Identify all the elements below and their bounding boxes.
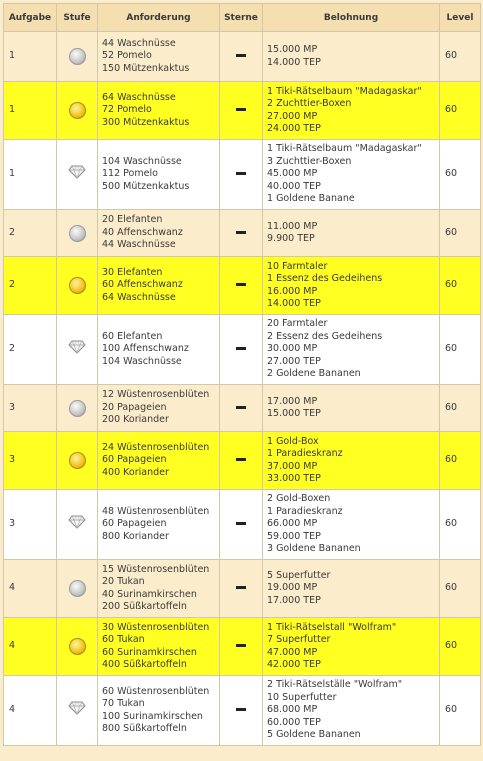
reward-line: 42.000 TEP bbox=[267, 659, 321, 670]
stage-cell bbox=[57, 140, 98, 210]
requirement-cell bbox=[98, 432, 220, 490]
task-number: 2 bbox=[4, 210, 57, 257]
reward-line: 17.000 TEP bbox=[267, 594, 321, 606]
requirement-cell bbox=[98, 315, 220, 385]
reward-cell bbox=[263, 676, 440, 746]
reward-line: 37.000 MP bbox=[267, 460, 318, 472]
requirement-line: 60 Papageien bbox=[102, 518, 167, 530]
reward-line: 5 Superfutter bbox=[267, 569, 331, 581]
quest-row bbox=[4, 315, 481, 385]
reward-line: 1 Tiki-Rätselbaum "Madagaskar" bbox=[267, 85, 422, 97]
requirement-line: 100 Affenschwanz bbox=[102, 343, 189, 355]
stage-cell bbox=[57, 618, 98, 676]
requirement-line: 500 Mützenkaktus bbox=[102, 180, 190, 192]
reward-line: 2 Essenz des Gedeihens bbox=[267, 330, 383, 342]
task-number: 3 bbox=[4, 385, 57, 432]
level-cell: 60 bbox=[440, 315, 481, 385]
reward-line: 5 Goldene Bananen bbox=[267, 729, 361, 741]
stage-cell bbox=[57, 257, 98, 315]
silver-coin-icon bbox=[69, 580, 86, 597]
quest-row bbox=[4, 257, 481, 315]
requirement-cell bbox=[98, 140, 220, 210]
requirement-line: 300 Mützenkaktus bbox=[102, 116, 190, 128]
reward-line: 2 Zuchttier-Boxen bbox=[267, 98, 352, 109]
requirement-line: 104 Waschnüsse bbox=[102, 355, 182, 367]
reward-line: 27.000 TEP bbox=[267, 355, 321, 367]
task-number: 3 bbox=[4, 490, 57, 560]
reward-line: 10 Farmtaler bbox=[267, 260, 328, 272]
no-stars-dash-icon bbox=[236, 283, 246, 286]
requirement-line: 24 Wüstenrosenblüten bbox=[102, 441, 210, 453]
requirement-line: 15 Wüstenrosenblüten bbox=[102, 563, 210, 575]
requirement-line: 104 Waschnüsse bbox=[102, 155, 182, 167]
no-stars-dash-icon bbox=[236, 108, 246, 111]
reward-line: 14.000 TEP bbox=[267, 298, 321, 309]
no-stars-dash-icon bbox=[236, 586, 246, 589]
requirement-line: 60 Elefanten bbox=[102, 330, 163, 342]
quest-row bbox=[4, 560, 481, 618]
no-stars-dash-icon bbox=[236, 458, 246, 461]
reward-cell bbox=[263, 32, 440, 82]
requirement-line: 200 Süßkartoffeln bbox=[102, 601, 187, 612]
reward-line: 3 Goldene Bananen bbox=[267, 543, 361, 555]
quest-row bbox=[4, 82, 481, 140]
header-reward: Belohnung bbox=[263, 4, 440, 32]
quest-row bbox=[4, 140, 481, 210]
stars-cell bbox=[220, 257, 263, 315]
requirement-cell bbox=[98, 32, 220, 82]
header-stage: Stufe bbox=[57, 4, 98, 32]
reward-line: 1 Tiki-Rätselstall "Wolfram" bbox=[267, 621, 397, 633]
reward-line: 1 Tiki-Rätselbaum "Madagaskar" bbox=[267, 143, 422, 155]
requirement-line: 30 Wüstenrosenblüten bbox=[102, 621, 210, 633]
gold-coin-icon bbox=[69, 102, 86, 119]
header-stars: Sterne bbox=[220, 4, 263, 32]
diamond-icon bbox=[68, 515, 86, 534]
requirement-line: 112 Pomelo bbox=[102, 168, 158, 180]
reward-cell bbox=[263, 432, 440, 490]
no-stars-dash-icon bbox=[236, 231, 246, 234]
silver-coin-icon bbox=[69, 48, 86, 65]
gold-coin-icon bbox=[69, 638, 86, 655]
reward-line: 47.000 MP bbox=[267, 646, 318, 658]
level-cell: 60 bbox=[440, 432, 481, 490]
requirement-cell bbox=[98, 257, 220, 315]
requirement-cell bbox=[98, 618, 220, 676]
requirement-line: 48 Wüstenrosenblüten bbox=[102, 505, 210, 517]
header-level: Level bbox=[440, 4, 481, 32]
reward-line: 45.000 MP bbox=[267, 168, 318, 180]
reward-line: 15.000 MP bbox=[267, 44, 318, 55]
requirement-line: 20 Elefanten bbox=[102, 214, 163, 226]
reward-line: 16.000 MP bbox=[267, 285, 318, 297]
gold-coin-icon bbox=[69, 277, 86, 294]
requirement-cell bbox=[98, 82, 220, 140]
requirement-line: 400 Süßkartoffeln bbox=[102, 659, 187, 670]
stars-cell bbox=[220, 210, 263, 257]
level-cell: 60 bbox=[440, 257, 481, 315]
silver-coin-icon bbox=[69, 400, 86, 417]
level-cell: 60 bbox=[440, 490, 481, 560]
stars-cell bbox=[220, 560, 263, 618]
requirement-cell bbox=[98, 210, 220, 257]
quest-row bbox=[4, 490, 481, 560]
quest-table bbox=[3, 3, 481, 746]
reward-line: 1 Paradieskranz bbox=[267, 505, 343, 517]
requirement-line: 44 Waschnüsse bbox=[102, 239, 176, 251]
no-stars-dash-icon bbox=[236, 708, 246, 711]
reward-line: 14.000 TEP bbox=[267, 56, 321, 68]
requirement-line: 70 Tukan bbox=[102, 698, 145, 709]
stage-cell bbox=[57, 32, 98, 82]
stars-cell bbox=[220, 618, 263, 676]
quest-row bbox=[4, 385, 481, 432]
quest-table-container bbox=[3, 3, 480, 746]
requirement-line: 800 Koriander bbox=[102, 530, 169, 542]
header-row bbox=[4, 4, 481, 32]
diamond-icon bbox=[68, 340, 86, 359]
diamond-icon bbox=[68, 701, 86, 720]
reward-cell bbox=[263, 140, 440, 210]
quest-row bbox=[4, 432, 481, 490]
reward-cell bbox=[263, 385, 440, 432]
requirement-cell bbox=[98, 385, 220, 432]
task-number: 2 bbox=[4, 257, 57, 315]
task-number: 1 bbox=[4, 82, 57, 140]
requirement-line: 52 Pomelo bbox=[102, 50, 152, 62]
stars-cell bbox=[220, 432, 263, 490]
stage-cell bbox=[57, 82, 98, 140]
reward-line: 24.000 TEP bbox=[267, 123, 321, 134]
task-number: 4 bbox=[4, 560, 57, 618]
no-stars-dash-icon bbox=[236, 522, 246, 525]
requirement-line: 150 Mützenkaktus bbox=[102, 62, 190, 74]
diamond-icon bbox=[68, 165, 86, 184]
reward-line: 7 Superfutter bbox=[267, 634, 331, 645]
task-number: 4 bbox=[4, 618, 57, 676]
requirement-line: 64 Waschnüsse bbox=[102, 291, 176, 303]
requirement-line: 400 Koriander bbox=[102, 466, 169, 478]
reward-line: 1 Gold-Box bbox=[267, 435, 319, 447]
stage-cell bbox=[57, 385, 98, 432]
stars-cell bbox=[220, 385, 263, 432]
level-cell: 60 bbox=[440, 82, 481, 140]
reward-line: 15.000 TEP bbox=[267, 408, 321, 419]
level-cell: 60 bbox=[440, 618, 481, 676]
reward-cell bbox=[263, 210, 440, 257]
stage-cell bbox=[57, 676, 98, 746]
header-requirement: Anforderung bbox=[98, 4, 220, 32]
reward-line: 3 Zuchttier-Boxen bbox=[267, 155, 352, 167]
quest-row bbox=[4, 210, 481, 257]
reward-line: 1 Essenz des Gedeihens bbox=[267, 273, 383, 284]
requirement-line: 60 Tukan bbox=[102, 634, 145, 645]
requirement-line: 60 Wüstenrosenblüten bbox=[102, 685, 210, 697]
reward-line: 66.000 MP bbox=[267, 518, 318, 530]
quest-row bbox=[4, 32, 481, 82]
gold-coin-icon bbox=[69, 452, 86, 469]
no-stars-dash-icon bbox=[236, 172, 246, 175]
requirement-line: 60 Surinamkirschen bbox=[102, 646, 197, 658]
requirement-line: 60 Papageien bbox=[102, 454, 167, 466]
requirement-cell bbox=[98, 676, 220, 746]
quest-row bbox=[4, 618, 481, 676]
requirement-line: 800 Süßkartoffeln bbox=[102, 723, 187, 734]
reward-line: 59.000 TEP bbox=[267, 530, 321, 542]
quest-row bbox=[4, 676, 481, 746]
requirement-cell bbox=[98, 560, 220, 618]
stage-cell bbox=[57, 315, 98, 385]
reward-line: 10 Superfutter bbox=[267, 691, 337, 703]
level-cell: 60 bbox=[440, 676, 481, 746]
reward-line: 1 Paradieskranz bbox=[267, 448, 343, 459]
silver-coin-icon bbox=[69, 225, 86, 242]
reward-line: 17.000 MP bbox=[267, 395, 318, 407]
reward-line: 40.000 TEP bbox=[267, 180, 321, 192]
stars-cell bbox=[220, 140, 263, 210]
stage-cell bbox=[57, 210, 98, 257]
reward-line: 60.000 TEP bbox=[267, 716, 321, 728]
requirement-line: 20 Papageien bbox=[102, 401, 167, 413]
requirement-line: 72 Pomelo bbox=[102, 104, 152, 116]
requirement-line: 12 Wüstenrosenblüten bbox=[102, 389, 210, 401]
no-stars-dash-icon bbox=[236, 406, 246, 409]
task-number: 4 bbox=[4, 676, 57, 746]
requirement-cell bbox=[98, 490, 220, 560]
no-stars-dash-icon bbox=[236, 644, 246, 647]
reward-line: 9.900 TEP bbox=[267, 233, 315, 244]
level-cell: 60 bbox=[440, 210, 481, 257]
reward-cell bbox=[263, 315, 440, 385]
level-cell: 60 bbox=[440, 385, 481, 432]
reward-cell bbox=[263, 560, 440, 618]
requirement-line: 64 Waschnüsse bbox=[102, 91, 176, 103]
requirement-line: 30 Elefanten bbox=[102, 266, 163, 278]
reward-cell bbox=[263, 490, 440, 560]
level-cell: 60 bbox=[440, 560, 481, 618]
reward-line: 33.000 TEP bbox=[267, 473, 321, 484]
level-cell: 60 bbox=[440, 32, 481, 82]
reward-cell bbox=[263, 618, 440, 676]
requirement-line: 44 Waschnüsse bbox=[102, 37, 176, 49]
task-number: 2 bbox=[4, 315, 57, 385]
stars-cell bbox=[220, 676, 263, 746]
reward-line: 68.000 MP bbox=[267, 704, 318, 716]
stars-cell bbox=[220, 32, 263, 82]
task-number: 3 bbox=[4, 432, 57, 490]
stage-cell bbox=[57, 432, 98, 490]
requirement-line: 200 Koriander bbox=[102, 414, 169, 426]
stage-cell bbox=[57, 490, 98, 560]
stars-cell bbox=[220, 490, 263, 560]
stars-cell bbox=[220, 82, 263, 140]
reward-cell bbox=[263, 257, 440, 315]
task-number: 1 bbox=[4, 140, 57, 210]
reward-line: 11.000 MP bbox=[267, 220, 318, 232]
requirement-line: 40 Affenschwanz bbox=[102, 226, 183, 238]
stage-cell bbox=[57, 560, 98, 618]
no-stars-dash-icon bbox=[236, 347, 246, 350]
requirement-line: 60 Affenschwanz bbox=[102, 279, 183, 291]
level-cell: 60 bbox=[440, 140, 481, 210]
task-number: 1 bbox=[4, 32, 57, 82]
requirement-line: 100 Surinamkirschen bbox=[102, 710, 203, 722]
reward-line: 2 Gold-Boxen bbox=[267, 493, 331, 505]
requirement-line: 40 Surinamkirschen bbox=[102, 588, 197, 600]
stars-cell bbox=[220, 315, 263, 385]
reward-cell bbox=[263, 82, 440, 140]
reward-line: 30.000 MP bbox=[267, 343, 318, 355]
reward-line: 1 Goldene Banane bbox=[267, 193, 355, 205]
requirement-line: 20 Tukan bbox=[102, 576, 145, 587]
reward-line: 27.000 MP bbox=[267, 110, 318, 122]
reward-line: 2 Goldene Bananen bbox=[267, 368, 361, 380]
no-stars-dash-icon bbox=[236, 54, 246, 57]
header-task: Aufgabe bbox=[4, 4, 57, 32]
reward-line: 20 Farmtaler bbox=[267, 318, 328, 330]
quest-table-body bbox=[4, 32, 481, 746]
reward-line: 19.000 MP bbox=[267, 582, 318, 594]
reward-line: 2 Tiki-Rätselställe "Wolfram" bbox=[267, 679, 403, 691]
